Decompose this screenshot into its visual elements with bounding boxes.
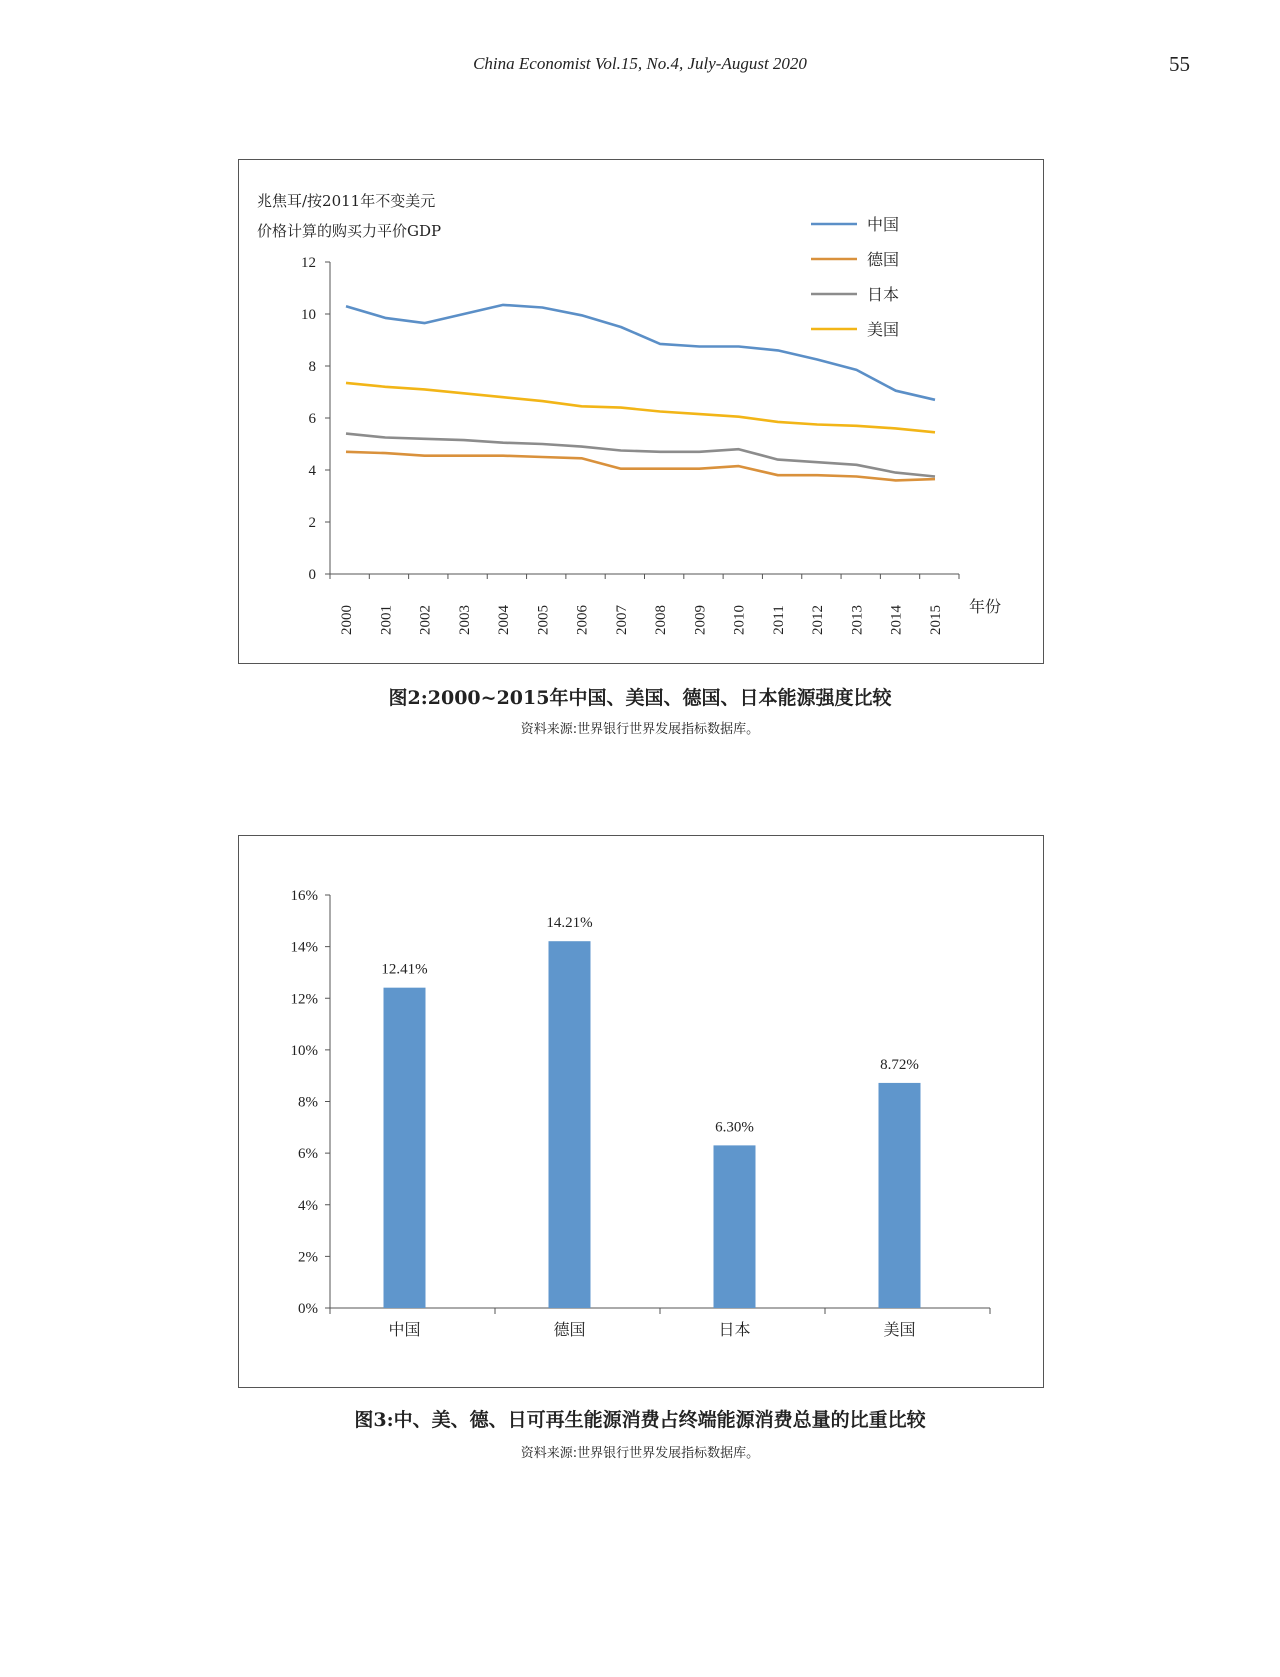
y-tick-label: 6: [308, 411, 316, 427]
x-tick-label: 2001: [378, 605, 395, 635]
x-tick-label: 2014: [888, 605, 905, 635]
legend-label: 中国: [867, 215, 900, 234]
bar-value-label: 14.21%: [546, 915, 593, 932]
figure3-caption: 图3:中、美、德、日可再生能源消费占终端能源消费总量的比重比较: [354, 1409, 926, 1431]
y-tick-label: 6%: [298, 1146, 318, 1163]
y-tick-label: 14%: [290, 939, 318, 956]
figure2-source: 资料来源:世界银行世界发展指标数据库。: [520, 722, 760, 737]
y-tick-label: 8: [308, 359, 316, 375]
legend-label: 美国: [867, 320, 900, 339]
x-tick-label: 2012: [810, 605, 827, 635]
bar: [384, 988, 426, 1308]
bar-value-label: 8.72%: [880, 1056, 919, 1073]
series-line: [346, 383, 935, 432]
bar: [714, 1145, 756, 1308]
figure2-chart-frame: [238, 159, 1044, 664]
x-tick-label: 2011: [770, 605, 787, 635]
x-axis-label: 年份: [969, 597, 1002, 616]
running-head: China Economist Vol.15, No.4, July-August 2020: [473, 54, 807, 73]
y-tick-label: 4: [308, 463, 316, 479]
y-tick-label: 10%: [290, 1042, 318, 1059]
x-category-label: 美国: [883, 1320, 916, 1339]
page-number: 55: [1169, 52, 1190, 76]
y-tick-label: 10: [301, 307, 316, 323]
bar: [549, 941, 591, 1308]
x-tick-label: 2000: [339, 605, 355, 635]
x-category-label: 中国: [388, 1320, 421, 1339]
series-line: [346, 305, 935, 400]
bar: [879, 1083, 921, 1308]
bar-value-label: 6.30%: [715, 1119, 754, 1136]
x-category-label: 日本: [718, 1320, 751, 1339]
y-tick-label: 2%: [298, 1249, 318, 1266]
x-tick-label: 2015: [928, 605, 944, 635]
series-line: [346, 452, 935, 481]
figure2-caption: 图2:2000~2015年中国、美国、德国、日本能源强度比较: [388, 687, 892, 709]
energy-intensity-line-chart: [239, 160, 1043, 663]
x-tick-label: 2003: [456, 605, 473, 635]
y-tick-label: 4%: [298, 1197, 318, 1214]
x-tick-label: 2013: [849, 605, 866, 635]
x-tick-label: 2007: [613, 605, 630, 635]
legend-label: 日本: [867, 285, 900, 304]
x-category-label: 德国: [553, 1320, 586, 1339]
x-tick-label: 2009: [692, 605, 709, 635]
y-tick-label: 16%: [290, 888, 318, 904]
figure3-chart-frame: [238, 835, 1044, 1388]
y-tick-label: 0: [308, 567, 316, 583]
x-tick-label: 2005: [535, 605, 552, 635]
x-tick-label: 2008: [653, 605, 670, 635]
x-tick-label: 2006: [574, 605, 591, 635]
y-tick-label: 0%: [298, 1301, 318, 1317]
x-tick-label: 2010: [731, 605, 748, 635]
y-tick-label: 12%: [290, 991, 318, 1008]
x-tick-label: 2002: [417, 605, 434, 635]
bar-value-label: 12.41%: [381, 961, 428, 978]
x-tick-label: 2004: [496, 605, 513, 635]
y-axis-label-line: 价格计算的购买力平价GDP: [257, 222, 442, 240]
figure3-source: 资料来源:世界银行世界发展指标数据库。: [520, 1446, 760, 1461]
y-tick-label: 8%: [298, 1094, 318, 1111]
y-tick-label: 2: [308, 515, 316, 531]
y-axis-label-line: 兆焦耳/按2011年不变美元: [257, 192, 436, 210]
y-tick-label: 12: [301, 255, 316, 271]
legend-label: 德国: [867, 250, 900, 269]
renewable-share-bar-chart: [239, 836, 1043, 1387]
